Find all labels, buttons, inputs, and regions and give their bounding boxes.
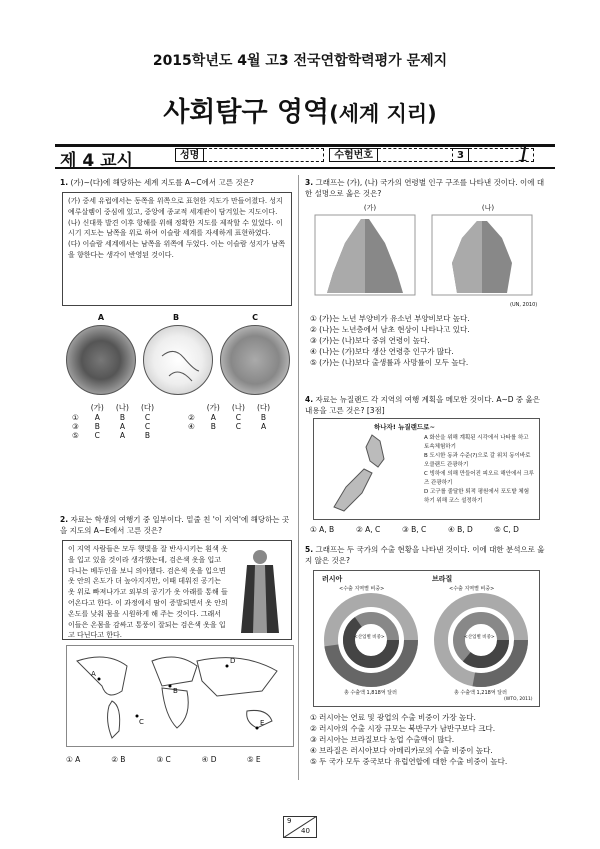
q5-inner-label-b: <산업별 비중> (464, 635, 495, 640)
bedouin-figure-drawing (235, 545, 285, 635)
q1-col-header: (나) (231, 403, 245, 412)
q2-map-point: C (139, 718, 144, 726)
q3-option[interactable]: ① (가)는 노년 부양비가 유소년 부양비보다 높다. (310, 314, 470, 323)
q1-box-line: (가) 중세 유럽에서는 동쪽을 위쪽으로 표현한 지도가 만들어졌다. 성지 예루살렘이 중심에 있고, 중앙에 종교적 세계관이 담겨있는 지도이다. (68, 197, 283, 216)
q1-choice-4[interactable]: ④ B C A (188, 422, 267, 431)
q3-number: 3. (305, 178, 314, 187)
q3-option[interactable]: ② (나)는 노년층에서 남초 현상이 나타나고 있다. (310, 325, 470, 334)
q3-source: (UN, 2010) (510, 302, 538, 308)
q2-map-point: D (230, 657, 236, 665)
q3-option[interactable]: ③ (가)는 (나)보다 중위 연령이 높다. (310, 336, 430, 345)
q5-option[interactable]: ⑤ 두 국가 모두 중국보다 유럽연합에 대한 수출 비중이 높다. (310, 757, 508, 766)
q4-choices (310, 525, 540, 534)
q1-box (62, 192, 292, 306)
page-number: 1 (517, 142, 531, 167)
q3-text: 그래프는 (가), (나) 국가의 연령별 인구 구조를 나타낸 것이다. 이에 대한 설명으로 옳은 것은? (305, 178, 545, 198)
q2-world-map (66, 645, 294, 747)
q1-box-line: (다) 이슬람 세계에서는 남쪽을 위쪽에 두었다. 이는 이슬람 성지가 남쪽을 향한다는 생각이 반영된 것이다. (68, 240, 286, 259)
q1-col-header: (다) (140, 403, 155, 412)
q2-choice[interactable]: ② B (111, 755, 126, 764)
q1-text: (가)~(다)에 해당하는 세계 지도를 A~C에서 고른 것은? (70, 178, 254, 187)
q1-choice-1[interactable]: ① A B C (72, 413, 151, 422)
q5-country-b: 브라질 (432, 575, 453, 583)
candidate-info-row (175, 148, 534, 162)
q5-options (310, 712, 550, 767)
q4-text: 자료는 뉴질랜드 각 지역의 여행 계획을 메모한 것이다. A~D 중 옳은 내용을 고른 것은? [3점] (305, 395, 541, 415)
q3-option[interactable]: ⑤ (가)는 (나)보다 출생률과 사망률이 모두 높다. (310, 358, 469, 367)
q4-number: 4. (305, 395, 314, 404)
q2-text: 자료는 학생의 여행기 중 일부이다. 밑줄 친 '이 지역'에 해당하는 곳을 지도의 A~E에서 고른 것은? (60, 515, 290, 535)
q4-memo: D 고구를 줄달한 퇴적 평원에서 포도밭 체험하기 위해 코스 설정하기 (424, 489, 530, 504)
q4-memo: A 화산을 위해 계획된 시각에서 나타를 하고 토속체험하기 (424, 435, 529, 450)
q5-outer-label-b: <수출 지역별 비중> (449, 586, 495, 592)
q2-number: 2. (60, 515, 69, 524)
q3-pyramids (307, 213, 547, 303)
q2-choice[interactable]: ① A (66, 755, 81, 764)
id-digit: 3 (453, 148, 469, 162)
subject-title (0, 90, 600, 129)
q4-memo-box (313, 418, 540, 520)
q1-answer-table-right (182, 402, 276, 431)
q1-stem (60, 178, 295, 189)
q5-total-b: 총 수출액 1,218억 달러 (454, 690, 507, 696)
q1-col-header: (가) (90, 403, 104, 412)
q2-choice[interactable]: ④ D (201, 755, 217, 764)
q3-pyramids-drawing (307, 213, 547, 303)
q5-inner-label-a: <산업별 비중> (354, 635, 385, 640)
q1-answer-table-left (66, 402, 160, 440)
q1-number: 1. (60, 178, 69, 187)
subject-sub: (세계 지리) (329, 102, 437, 126)
q4-nz-map (322, 431, 402, 516)
q2-stem (60, 515, 295, 536)
page-counter-top: 9 (287, 817, 292, 825)
q5-option[interactable]: ① 러시아는 연료 및 광업의 수출 비중이 가장 높다. (310, 713, 476, 722)
q3-stem (305, 178, 545, 199)
q1-box-line: (나) 신대륙 발견 이후 항해를 위해 정확한 지도를 제작할 수 있었다. 이 시기 지도는 남쪽을 위로 하여 이슬람 세계를 자세하게 표현하였다. (68, 218, 283, 238)
q1-col-header: (나) (115, 403, 129, 412)
q5-donut-b (434, 593, 529, 688)
page-counter (283, 816, 317, 838)
q4-stem (305, 395, 545, 416)
q1-col-header: (다) (256, 403, 271, 412)
page-counter-bottom: 40 (301, 827, 310, 835)
q4-choice[interactable]: ⑤ C, D (494, 525, 519, 534)
q2-choices (66, 755, 292, 764)
q3-graph-label: (나) (481, 204, 495, 212)
name-field[interactable] (204, 148, 324, 162)
q5-total-a: 총 수출액 1,818억 달러 (344, 690, 397, 696)
q1-map-label: C (252, 313, 258, 322)
q2-map-point: E (260, 719, 265, 727)
q2-box-text: 이 지역 사람들은 모두 햇빛을 잘 반사시키는 흰색 옷을 입고 있을 것이라 생각했는데, 검은색 옷을 입고 다니는 베두인을 보니 의아했다. 검은색 옷을 입으면 옷 안의 온도가 더 높아지지만, 이때 데워진 공기는 옷 위로 빠져나가고 외부의 공기가 옷 아래를 통해 들어온다고 한다. 이 과정에서 땀이 증발되면서 옷 안의 온도를 낮춰 몸을 시원하게 해 주는 것이다. 그래서 이들은 온몸을 감싸고 통풍이 잘되는 검은색 옷을 입고 다닌다고 한다. (68, 545, 228, 640)
q4-memo-list (424, 434, 534, 506)
q1-col-header: (가) (206, 403, 220, 412)
q5-text: 그래프는 두 국가의 수출 현황을 나타낸 것이다. 이에 대한 분석으로 옳지 않은 것은? (305, 545, 545, 565)
period-label: 제 4 교시 (60, 151, 133, 171)
q2-map-point: A (91, 670, 96, 678)
q1-choice-2[interactable]: ② A C B (188, 413, 267, 422)
q1-map-label: B (172, 313, 180, 322)
q1-map-b-drawing (144, 326, 213, 395)
q5-option[interactable]: ③ 러시아는 브라질보다 농업 수출액이 많다. (310, 735, 455, 744)
q3-options (310, 313, 550, 368)
column-divider (298, 175, 299, 780)
q5-stem (305, 545, 545, 566)
q1-map-a-image (66, 325, 136, 395)
header-rule-bottom (55, 167, 555, 169)
q1-choice-3[interactable]: ③ B A C (72, 422, 151, 431)
q4-memo: C 빙하에 의해 만들어진 피오르 해안에서 크루즈 관광하기 (424, 471, 534, 486)
exam-title: 2015학년도 4월 고3 전국연합학력평가 문제지 (152, 53, 448, 69)
q5-source: (WTO, 2011) (504, 697, 533, 702)
q5-donut-a (324, 593, 419, 688)
q5-outer-label-a: <수출 지역별 비중> (339, 586, 385, 592)
q5-option[interactable]: ② 러시아의 수출 시장 규모는 북반구가 남반구보다 크다. (310, 724, 496, 733)
q3-option[interactable]: ④ (나)는 (가)보다 생산 연령층 인구가 많다. (310, 347, 454, 356)
q1-map-b-image (143, 325, 213, 395)
id-label: 수험번호 (329, 148, 378, 162)
q4-choice[interactable]: ② A, C (356, 525, 381, 534)
q5-number: 5. (305, 545, 314, 554)
q4-memo-title: 하나자! 뉴질랜드로~ (374, 423, 435, 431)
bedouin-figure-image (235, 545, 285, 635)
q5-charts-box (313, 570, 540, 707)
q4-choice[interactable]: ④ B, D (448, 525, 473, 534)
q3-graph-label: (가) (363, 204, 377, 212)
q1-map-c-image (220, 325, 290, 395)
q2-choice[interactable]: ③ C (156, 755, 171, 764)
q4-choice[interactable]: ③ B, C (402, 525, 427, 534)
q1-choice-5[interactable]: ⑤ C A B (72, 431, 151, 440)
q4-choice[interactable]: ① A, B (310, 525, 335, 534)
id-field[interactable] (378, 148, 453, 162)
q2-choice[interactable]: ⑤ E (246, 755, 261, 764)
q5-country-a: 러시아 (322, 575, 343, 583)
name-label: 성명 (175, 148, 204, 162)
subject-main: 사회탐구 영역 (163, 97, 330, 128)
q4-memo: B 도시한 동과 수준(?)으로 갈 위치 동이바로 오클랜드 관광하기 (424, 453, 531, 468)
q2-world-map-drawing (67, 646, 293, 746)
q1-map-label: A (97, 313, 105, 322)
q2-map-point: B (173, 687, 178, 695)
q5-option[interactable]: ④ 브라질은 러시아보다 아메리카로의 수출 비중이 높다. (310, 746, 493, 755)
